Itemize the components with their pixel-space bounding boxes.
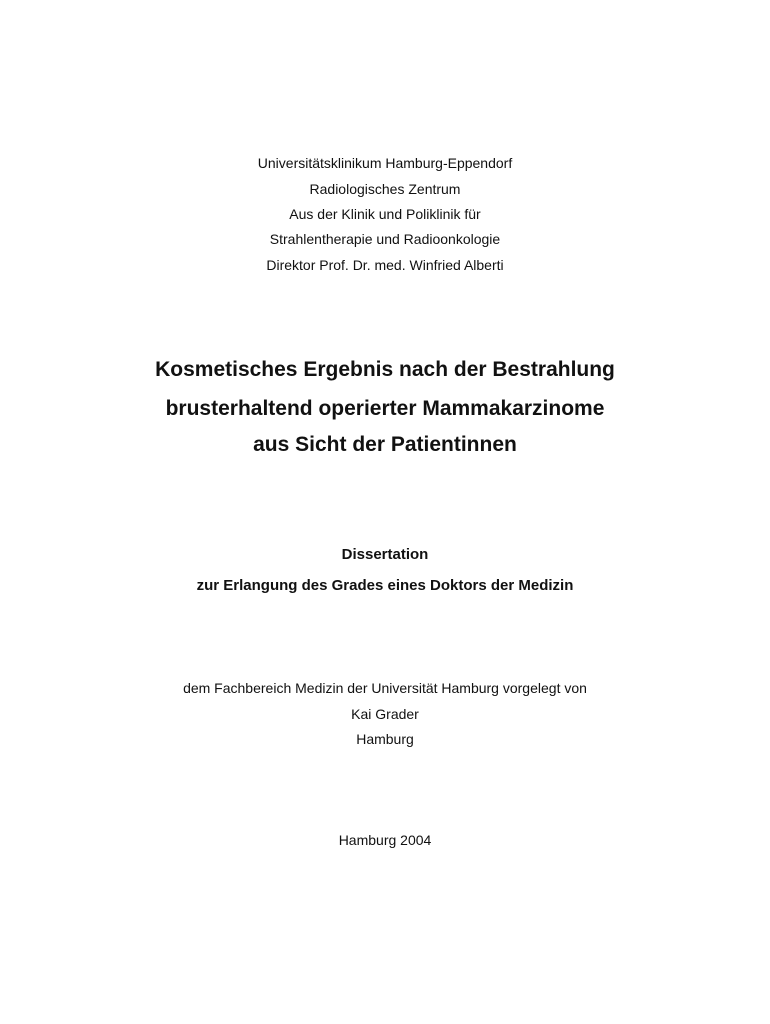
director-name: Direktor Prof. Dr. med. Winfried Alberti (266, 257, 504, 273)
place-date: Hamburg 2004 (338, 832, 432, 848)
dissertation-subheading: zur Erlangung des Grades eines Doktors der Medizin (196, 577, 574, 594)
author-city: Hamburg (356, 731, 414, 747)
submission-line: dem Fachbereich Medizin der Universität Hamburg vorgelegt von (183, 680, 587, 696)
author-name: Kai Grader (351, 706, 419, 722)
dissertation-heading: Dissertation (341, 546, 429, 563)
title-line-2: brusterhaltend operierter Mammakarzinome (165, 397, 605, 420)
center-name: Radiologisches Zentrum (309, 181, 461, 197)
institution-name: Universitätsklinikum Hamburg-Eppendorf (257, 155, 513, 171)
department-name: Strahlentherapie und Radioonkologie (269, 231, 501, 247)
title-line-1: Kosmetisches Ergebnis nach der Bestrahlung (155, 358, 615, 381)
clinic-name: Aus der Klinik und Poliklinik für (289, 206, 481, 222)
title-line-3: aus Sicht der Patientinnen (253, 433, 517, 456)
